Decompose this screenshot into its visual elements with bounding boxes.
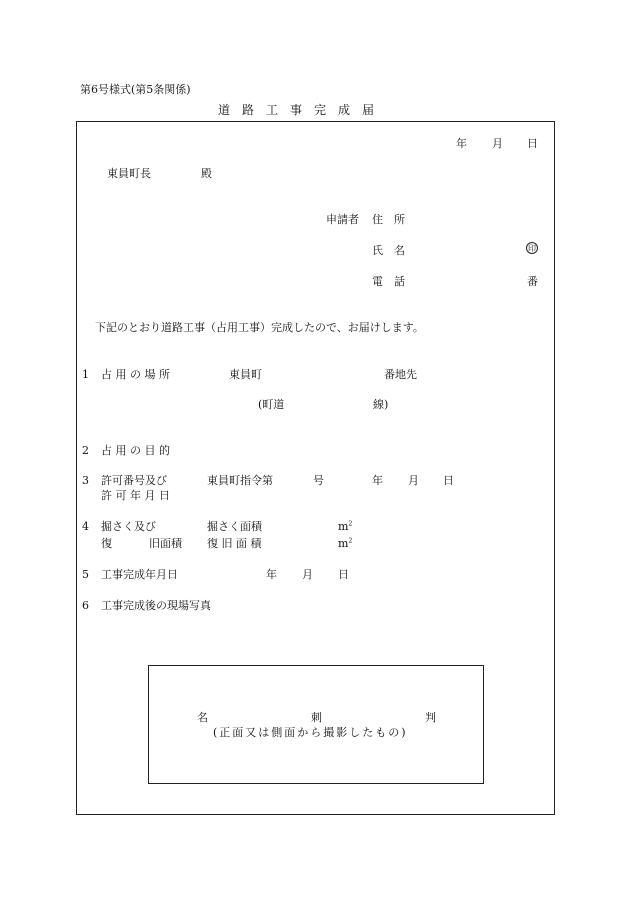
item5-year: 年 — [266, 568, 277, 581]
item3-label-line1: 許可番号及び — [101, 474, 167, 487]
item1-lot-suffix: 番地先 — [384, 368, 417, 381]
intro-text: 下記のとおり道路工事（占用工事）完成したので、お届けします。 — [95, 321, 424, 334]
applicant-address-label: 住 所 — [372, 213, 405, 226]
item3-number: 3 — [82, 474, 89, 487]
document-title: 道 路 工 事 完 成 届 — [218, 103, 375, 117]
item5-number: 5 — [82, 568, 89, 581]
item1-label: 占 用 の 場 所 — [101, 368, 170, 381]
item6-label: 工事完成後の現場写真 — [101, 599, 211, 612]
item1-road-close: 線) — [373, 398, 389, 411]
seal-mark: 印 — [528, 243, 536, 253]
item3-day: 日 — [443, 474, 454, 487]
applicant-phone-label: 電 話 — [372, 275, 405, 288]
photo-attachment-box — [148, 665, 484, 784]
item4-unit-2: $m^2$ — [338, 537, 353, 550]
item1-road-open: (町道 — [258, 398, 285, 411]
item3-number-suffix: 号 — [313, 474, 324, 487]
addressee-honorific: 殿 — [201, 167, 212, 180]
photo-box-text-1: 名 — [197, 711, 208, 724]
photo-box-text-2: 刺 — [311, 711, 322, 724]
item1-number: 1 — [82, 368, 89, 381]
date-day: 日 — [527, 137, 538, 150]
item3-designation: 東員町指令第 — [207, 474, 273, 487]
item6-number: 6 — [82, 599, 89, 612]
item4-label-line1: 掘さく及び — [101, 520, 156, 533]
item2-number: 2 — [82, 444, 89, 457]
item4-label-line2-a: 復 — [101, 537, 112, 550]
addressee-name: 東員町長 — [107, 167, 151, 180]
item3-label-line2: 許 可 年 月 日 — [101, 489, 170, 502]
item4-number: 4 — [82, 520, 89, 533]
item5-label: 工事完成年月日 — [101, 568, 178, 581]
item1-town: 東員町 — [229, 368, 262, 381]
form-number: 第6号様式(第5条関係) — [80, 83, 191, 96]
item3-year: 年 — [372, 474, 383, 487]
item3-month: 月 — [408, 474, 419, 487]
applicant-name-label: 氏 名 — [372, 244, 405, 257]
item4-unit-1: $m^2$ — [338, 520, 353, 533]
applicant-phone-suffix: 番 — [527, 275, 538, 288]
item2-label: 占 用 の 目 的 — [101, 444, 170, 457]
date-month: 月 — [492, 137, 503, 150]
date-year: 年 — [456, 137, 467, 150]
item5-month: 月 — [302, 568, 313, 581]
item5-day: 日 — [338, 568, 349, 581]
item4-excavation-area: 掘さく面積 — [207, 520, 262, 533]
applicant-label: 申請者 — [326, 213, 359, 226]
photo-box-text-3: 判 — [425, 711, 436, 724]
photo-box-instruction: (正面又は側面から撮影したもの) — [213, 726, 408, 739]
item4-label-line2-b: 旧面積 — [149, 537, 182, 550]
item4-restoration-area: 復 旧 面 積 — [207, 537, 262, 550]
